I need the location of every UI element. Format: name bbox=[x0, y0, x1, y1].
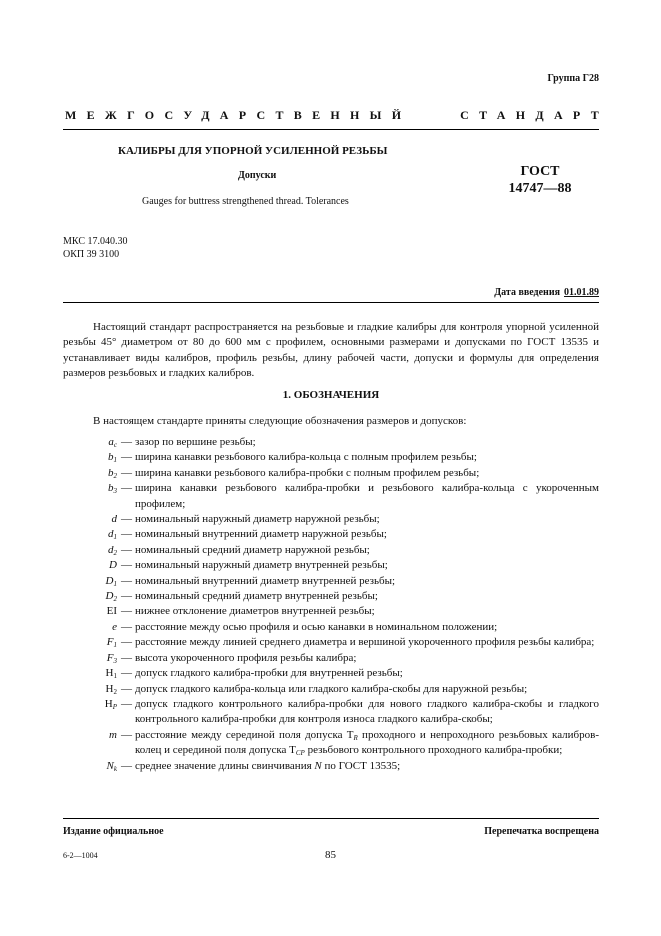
definition-item: $N_k$ — среднее значение длины свинчивания N по ГОСТ 13535; bbox=[63, 759, 599, 774]
definition-text: допуск гладкого калибра-кольца или гладкого калибра-скобы для наружной резьбы; bbox=[135, 682, 528, 695]
definition-text: расстояние между линией среднего диаметра и вершиной укороченного профиля резьбы калибра; bbox=[135, 636, 595, 649]
definition-item: $H_P$ — допуск гладкого контрольного калибра-пробки для нового гладкого калибра-скобы и гладкого контрольного калибра-пробки для контроля износа гладкого калибра-скобы; bbox=[63, 697, 599, 728]
definition-text: допуск гладкого калибра-пробки для внутренней резьбы; bbox=[135, 667, 403, 680]
standard-word: СТАНДАРТ bbox=[460, 108, 609, 122]
interstate-standard-heading bbox=[65, 108, 609, 124]
definition-symbol: $a_c$ bbox=[108, 436, 117, 449]
document-title: КАЛИБРЫ ДЛЯ УПОРНОЙ УСИЛЕННОЙ РЕЗЬБЫ bbox=[118, 145, 388, 157]
definition-item: $b_3$ — ширина канавки резьбового калибра-пробки и резьбового калибра-кольца с укороченным профилем; bbox=[63, 481, 599, 512]
definition-symbol: $F_1$ bbox=[106, 636, 117, 650]
definition-item: $b_2$ — ширина канавки резьбового калибра-пробки с полным профилем резьбы; bbox=[63, 466, 599, 481]
definition-symbol: $D_1$ bbox=[105, 574, 117, 588]
definition-item: $F_3$ — высота укороченного профиля резьбы калибра; bbox=[63, 651, 599, 666]
definition-item: d — номинальный наружный диаметр наружной резьбы; bbox=[63, 512, 599, 527]
definitions-list bbox=[63, 435, 599, 774]
date-rule bbox=[63, 302, 599, 303]
definition-symbol: $F_3$ bbox=[106, 651, 117, 665]
definition-text: номинальный наружный диаметр наружной резьбы; bbox=[135, 513, 380, 526]
definition-symbol: $b_1$ bbox=[108, 451, 117, 465]
section-lead: В настоящем стандарте приняты следующие обозначения размеров и допусков: bbox=[93, 415, 467, 427]
reprint-note: Перепечатка воспрещена bbox=[484, 826, 599, 837]
definition-text: номинальный средний диаметр внутренней резьбы; bbox=[135, 590, 378, 603]
definition-symbol: D bbox=[109, 559, 117, 572]
definition-symbol: $d_1$ bbox=[108, 528, 117, 542]
intro-paragraph: Настоящий стандарт распространяется на резьбовые и гладкие калибры для контроля упорной усиленной резьбы 45° диаметром от 80 до 600 мм с профилем, основными размерами и допусками по ГОСТ 13535 и устанавливает виды калибров, профиль резьбы, длину рабочей части, допуски и формулы для определения размеров резьбовых и гладких калибров. bbox=[63, 321, 599, 380]
mks-code: МКС 17.040.30 bbox=[63, 236, 128, 247]
okp-code: ОКП 39 3100 bbox=[63, 248, 120, 260]
definition-text: допуск гладкого контрольного калибра-пробки для нового гладкого калибра-скобы и гладкого контрольного калибра-пробки для контроля износа гладкого калибра-скобы; bbox=[135, 697, 599, 726]
footer-rule bbox=[63, 818, 599, 819]
definition-item: $D_2$ — номинальный средний диаметр внутренней резьбы; bbox=[63, 589, 599, 604]
definition-symbol: $b_2$ bbox=[108, 466, 117, 480]
definition-text: ширина канавки резьбового калибра-пробки с полным профилем резьбы; bbox=[135, 466, 480, 479]
definition-item: $H_1$ — допуск гладкого калибра-пробки для внутренней резьбы; bbox=[63, 666, 599, 681]
definition-item: D — номинальный наружный диаметр внутренней резьбы; bbox=[63, 558, 599, 573]
print-code: 6-2—1004 bbox=[63, 851, 98, 860]
definition-item: $d_1$ — номинальный внутренний диаметр наружной резьбы; bbox=[63, 527, 599, 542]
definition-text: высота укороченного профиля резьбы калибра; bbox=[135, 651, 357, 664]
definition-symbol: $b_3$ bbox=[108, 482, 117, 496]
definition-item: $a_c$ — зазор по вершине резьбы; bbox=[63, 435, 599, 450]
definition-item: $D_1$ — номинальный внутренний диаметр внутренней резьбы; bbox=[63, 574, 599, 589]
definition-symbol: $d_2$ bbox=[108, 543, 117, 557]
definition-text: ширина канавки резьбового калибра-пробки и резьбового калибра-кольца с укороченным профилем; bbox=[135, 482, 599, 510]
definition-symbol: $H_P$ bbox=[104, 697, 117, 711]
definition-item: m — расстояние между серединой поля допуска $T_R$ проходного и непроходного резьбовых калибров-колец и серединой поля допуска $T_{CP}$ резьбового контрольного проходного калибра-пробки; bbox=[63, 728, 599, 759]
definition-symbol: EI bbox=[106, 605, 117, 618]
official-edition-note: Издание официальное bbox=[63, 826, 164, 837]
definition-text: нижнее отклонение диаметров внутренней резьбы; bbox=[135, 605, 375, 618]
definition-symbol: $D_2$ bbox=[105, 590, 117, 604]
definition-text: зазор по вершине резьбы; bbox=[135, 436, 256, 448]
definition-text: номинальный наружный диаметр внутренней резьбы; bbox=[135, 559, 388, 572]
definition-symbol: $N_k$ bbox=[106, 759, 117, 773]
definition-symbol: m bbox=[109, 728, 117, 741]
classification-codes bbox=[63, 236, 127, 261]
definition-symbol: $H_2$ bbox=[105, 682, 117, 696]
definition-text: расстояние между серединой поля допуска $T_R$ проходного и непроходного резьбовых калибров-колец и серединой поля допуска $T_{CP}$ резьбового контрольного проходного калибра-пробки; bbox=[135, 728, 599, 758]
definition-item: $d_2$ — номинальный средний диаметр наружной резьбы; bbox=[63, 543, 599, 558]
gost-number: 14747—88 bbox=[508, 180, 572, 196]
group-code: Группа Г28 bbox=[547, 73, 599, 84]
gost-designation bbox=[500, 164, 580, 197]
definition-text: среднее значение длины свинчивания N по ГОСТ 13535; bbox=[135, 759, 401, 772]
definition-item: e — расстояние между осью профиля и осью канавки в номинальном положении; bbox=[63, 620, 599, 635]
section-heading: 1. ОБОЗНАЧЕНИЯ bbox=[282, 389, 380, 401]
document-subtitle: Допуски bbox=[238, 170, 277, 181]
intro-date-label: Дата введения bbox=[494, 287, 560, 298]
definition-symbol: $H_1$ bbox=[105, 667, 117, 681]
definition-item: EI — нижнее отклонение диаметров внутренней резьбы; bbox=[63, 604, 599, 619]
definition-text: номинальный внутренний диаметр внутренней резьбы; bbox=[135, 574, 396, 587]
definition-item: $H_2$ — допуск гладкого калибра-кольца или гладкого калибра-скобы для наружной резьбы; bbox=[63, 682, 599, 697]
gost-label: ГОСТ bbox=[520, 164, 560, 179]
definition-item: $b_1$ — ширина канавки резьбового калибра-кольца с полным профилем резьбы; bbox=[63, 450, 599, 465]
definition-text: расстояние между осью профиля и осью канавки в номинальном положении; bbox=[135, 620, 498, 633]
definition-text: ширина канавки резьбового калибра-кольца с полным профилем резьбы; bbox=[135, 451, 477, 464]
definition-text: номинальный средний диаметр наружной резьбы; bbox=[135, 543, 370, 556]
header-rule bbox=[63, 129, 599, 130]
page-number: 85 bbox=[325, 849, 336, 861]
intro-date-value: 01.01.89 bbox=[564, 287, 599, 298]
english-title: Gauges for buttress strengthened thread. Tolerances bbox=[142, 196, 349, 207]
introduction-date bbox=[494, 286, 599, 299]
interstate-word: МЕЖГОСУДАРСТВЕННЫЙ bbox=[65, 108, 412, 122]
definition-item: $F_1$ — расстояние между линией среднего диаметра и вершиной укороченного профиля резьбы калибра; bbox=[63, 635, 599, 650]
definition-symbol: e bbox=[112, 620, 117, 633]
definition-symbol: d bbox=[111, 513, 117, 526]
definition-text: номинальный внутренний диаметр наружной резьбы; bbox=[135, 528, 387, 541]
